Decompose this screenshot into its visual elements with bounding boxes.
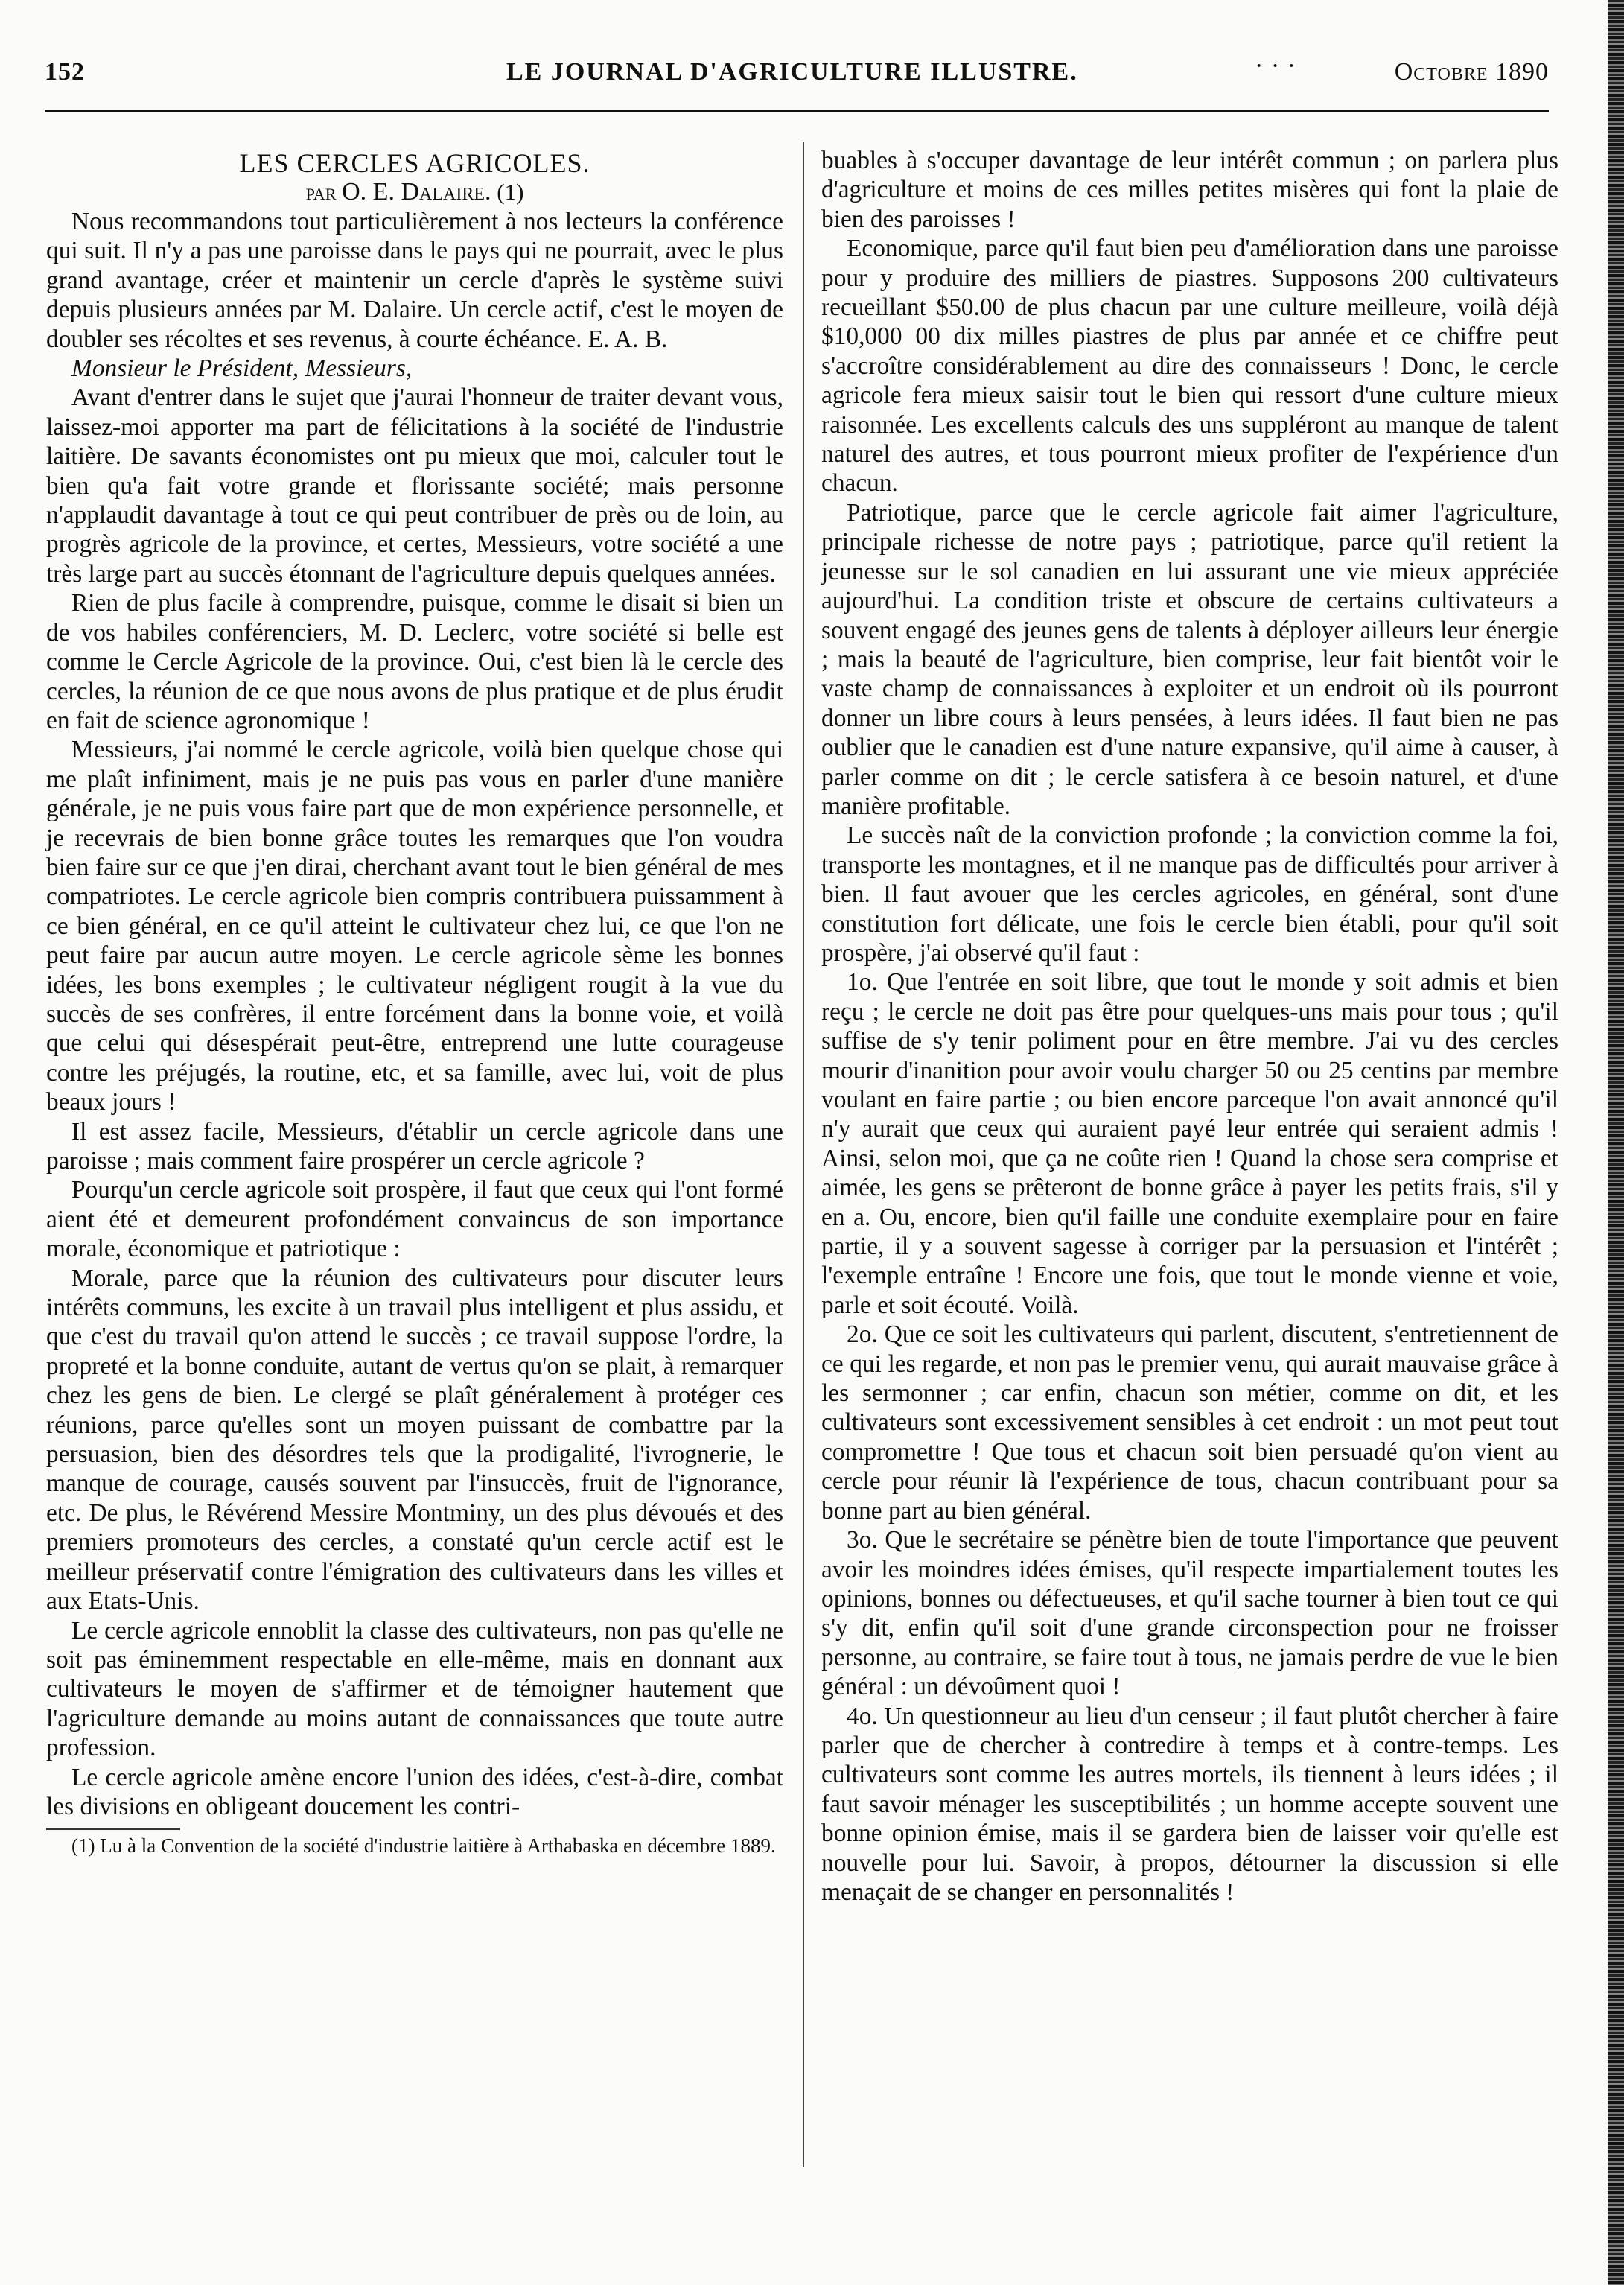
paragraph: Le succès naît de la conviction profonde ; la conviction comme la foi, transporte les montagnes, et il ne manque pas de difficultés pour arriver à bien. Il faut avouer que les cercles agricoles, en général, sont d'une constitution fort délicate, une fois le cercle bien établi, pour qu'il soit prospère, j'ai observé qu'il faut :	[821, 821, 1558, 967]
paragraph: Messieurs, j'ai nommé le cercle agricole, voilà bien quelque chose qui me plaît infiniment, mais je ne puis pas vous en parler d'une manière générale, je ne puis vous faire part que de mon expérience personnelle, et je recevrais de bien bonne grâce toutes les remarques que l'on voudra bien faire sur ce que j'en dirai, cherchant avant tout le bien général de mes compatriotes. Le cercle agricole bien compris contribuera puissamment à ce bien général, en ce qu'il atteint le cultivateur chez lui, ce que l'on ne peut faire par aucun autre moyen. Le cercle agricole sème les bonnes idées, les bons exemples ; le cultivateur négligent rougit à la vue du succès de ses confrères, il entre forcément dans la bonne voie, et voilà que celui qui désespérait peut-être, entreprend une lutte courageuse contre les préjugés, la routine, etc, et sa famille, avec lui, voit de plus beaux jours !	[46, 736, 783, 1116]
column-separator	[803, 142, 804, 2167]
journal-title: LE JOURNAL D'AGRICULTURE ILLUSTRE.	[506, 58, 1078, 86]
page-header	[45, 52, 1549, 103]
right-column	[821, 146, 1558, 1907]
salutation: Monsieur le Président, Messieurs,	[71, 355, 413, 383]
paragraph: 3o. Que le secrétaire se pénètre bien de toute l'importance que peuvent avoir les moindres idées émises, qu'il respecte impartialement toutes les opinions, bonnes ou défectueuses, et qu'il sache tourner à bien tout ce qui s'y dit, enfin qu'il soit d'une grande circonspection pour ne froisser personne, au contraire, se faire tout à tous, ne jamais perdre de vue le bien général : un dévoûment quoi !	[821, 1526, 1558, 1701]
author-name: O. E. Dalaire.	[342, 178, 491, 206]
article-byline	[46, 177, 783, 207]
footnote-rule	[46, 1828, 180, 1830]
paragraph: Morale, parce que la réunion des cultivateurs pour discuter leurs intérêts communs, les excite à un travail plus intelligent et plus assidu, et que c'est du travail qu'on attend le succès ; ce travail suppose l'ordre, la propreté et la bonne conduite, autant de vertus qu'on se plait, à remarquer chez les gens de bien. Le clergé se plaît généralement à protéger ces réunions, parce qu'elles sont un moyen puissant de combattre par la persuasion, bien des désordres tels que la prodigalité, l'ivrognerie, le manque de courage, causés souvent par l'insuccès, fruit de l'ignorance, etc. De plus, le Révérend Messire Montminy, un des plus dévoués et des premiers promoteurs des cercles, a constaté qu'un cercle actif est le meilleur préservatif contre l'émigration des cultivateurs dans les villes et aux Etats-Unis.	[46, 1264, 783, 1615]
footnote-mark: (1)	[497, 179, 524, 205]
paragraph: buables à s'occuper davantage de leur intérêt commun ; on parlera plus d'agriculture et moins de ces milles petites misères qui font la plaie de bien des paroisses !	[821, 147, 1558, 233]
left-column	[46, 149, 783, 1857]
paragraph: Rien de plus facile à comprendre, puisque, comme le disait si bien un de vos habiles conférenciers, M. D. Leclerc, votre société si belle est comme le Cercle Agricole de la province. Oui, c'est bien là le cercle des cercles, la réunion de ce que nous avons de plus pratique et de plus érudit en fait de science agronomique !	[46, 589, 783, 734]
issue-date: Octobre 1890	[1394, 58, 1549, 86]
paragraph: Le cercle agricole ennoblit la classe des cultivateurs, non pas qu'elle ne soit pas éminemment respectable en elle-même, mais en donnant aux cultivateurs le moyen de s'affirmer et de témoigner hautement que l'agriculture demande au moins autant de connaissances que toute autre profession.	[46, 1616, 783, 1762]
paragraph: Pourqu'un cercle agricole soit prospère, il faut que ceux qui l'ont formé aient été et demeurent profondément convaincus de son importance morale, économique et patriotique :	[46, 1176, 783, 1263]
paragraph: Patriotique, parce que le cercle agricole fait aimer l'agriculture, principale richesse de notre pays ; patriotique, parce qu'il retient la jeunesse sur le sol canadien en lui assurant une vie mieux appréciée aujourd'hui. La condition triste et obscure de certains cultivateurs a souvent engagé des jeunes gens de talents à déployer ailleurs leur énergie ; mais la beauté de l'agriculture, bien comprise, leur fait bientôt voir le vaste champ de connaissances à exploiter et un endroit où ils pourront donner un libre cours à leurs pensées, à leurs idées. Il faut bien ne pas oublier que le canadien est d'une nature expansive, qu'il aime à causer, à parler comme on dit ; le cercle satisfera à ce besoin naturel, et d'une manière profitable.	[821, 498, 1558, 820]
footnote: (1) Lu à la Convention de la société d'industrie laitière à Arthabaska en décembre 1889.	[71, 1834, 776, 1857]
paragraph: Il est assez facile, Messieurs, d'établir un cercle agricole dans une paroisse ; mais comment faire prospérer un cercle agricole ?	[46, 1117, 783, 1175]
paragraph: 4o. Un questionneur au lieu d'un censeur ; il faut plutôt chercher à faire parler que de chercher à contredire à temps et à contre-temps. Les cultivateurs sont comme les autres mortels, ils tiennent à leurs idées ; il faut savoir ménager les susceptibilités ; un homme accepte souvent une bonne opinion émise, mais il se gardera bien de laisser voir qu'elle est nouvelle pour lui. Savoir, à propos, détourner la discussion si elle menaçait de se changer en personnalités !	[821, 1702, 1558, 1906]
article-title: LES CERCLES AGRICOLES.	[239, 148, 590, 178]
byline-prefix: par	[305, 179, 337, 205]
editor-intro: Nous recommandons tout particulièrement à nos lecteurs la conférence qui suit. Il n'y a pas une paroisse dans le pays qui ne pourrait, avec le plus grand avantage, créer et maintenir un cercle d'après le système suivi depuis plusieurs années par M. Dalaire. Un cercle actif, c'est le moyen de doubler ses récoltes et ses revenus, à courte échéance. E. A. B.	[46, 208, 783, 353]
paragraph: Avant d'entrer dans le sujet que j'aurai l'honneur de traiter devant vous, laissez-moi apporter ma part de félicitations à la société de l'industrie laitière. De savants économistes ont pu mieux que moi, calculer tout le bien qu'a fait votre grande et florissante société; mais personne n'applaudit davantage à tout ce qui peut contribuer de près ou de loin, au progrès agricole de la province, et certes, Messieurs, votre société a une très large part au succès étonnant de l'agriculture depuis quelques années.	[46, 384, 783, 588]
paragraph: 2o. Que ce soit les cultivateurs qui parlent, discutent, s'entretiennent de ce qui les regarde, et non pas le premier venu, qui aurait mauvaise grâce à les sermonner ; car enfin, chacun son métier, comme on dit, et les cultivateurs sont excessivement sensibles à cet endroit : un mot peut tout compromettre ! Que tous et chacun soit bien persuadé qu'on vient au cercle pour réunir là l'expérience de tous, chacun contribuant pour sa bonne part au bien général.	[821, 1321, 1558, 1525]
header-ornament: · · ·	[1255, 52, 1296, 80]
header-rule	[45, 110, 1549, 112]
page-number: 152	[45, 58, 85, 86]
paragraph: Le cercle agricole amène encore l'union des idées, c'est-à-dire, combat les divisions en obligeant doucement les contri-	[46, 1763, 783, 1820]
scan-edge	[1608, 0, 1624, 2285]
paragraph: 1o. Que l'entrée en soit libre, que tout le monde y soit admis et bien reçu ; le cercle ne doit pas être pour quelques-uns mais pour tous ; qu'il suffise de s'y tenir poliment pour en être membre. J'ai vu des cercles mourir d'inanition pour avoir voulu charger 50 ou 25 centins par membre voulant en faire partie ; ou bien encore parceque l'on avait annoncé qu'il n'y aurait que ceux qui auraient payé leur entrée qui seraient admis ! Ainsi, selon moi, que ça ne coûte rien ! Quand la chose sera comprise et aimée, les gens se prêteront de bonne grâce à payer les petits frais, s'il y en a. Ou, encore, bien qu'il faille une conduite exemplaire pour en faire partie, il y a souvent sagesse à corriger par la persuasion et l'intérêt ; l'exemple entraîne ! Encore une fois, que tout le monde vienne et voie, parle et soit écouté. Voilà.	[821, 968, 1558, 1319]
paragraph: Economique, parce qu'il faut bien peu d'amélioration dans une paroisse pour y produire des milliers de piastres. Supposons 200 cultivateurs recueillant $50.00 de plus chacun par une culture meilleure, voilà déjà $10,000 00 dix milles piastres de plus par année et ce chiffre peut s'accroître considérablement au dire des connaisseurs ! Donc, le cercle agricole fera mieux saisir tout le bien qui ressort d'une culture mieux raisonnée. Les excellents calculs des uns suppléront au manque de talent naturel des autres, et tous pourront mieux profiter de l'expérience d'un chacun.	[821, 235, 1558, 498]
